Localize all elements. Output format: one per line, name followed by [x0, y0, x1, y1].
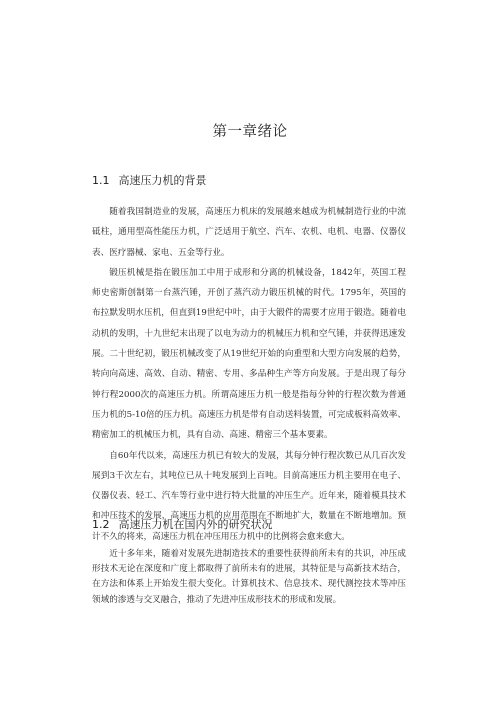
paragraph: 近十多年来，随着对发展先进制造技术的重要性获得前所未有的共识，冲压成形技术无论在深度和广度上都取得了前所未有的进展，其特征是与高新技术结合，在方法和体系上开始发生很大变化。计算机技术、信息技术、现代测控技术等冲压领域的渗透与交叉融合，推动了先进冲压成形技术的形成和发展。: [92, 549, 406, 605]
paragraph: 自60年代以来，高速压力机已有较大的发展，其每分钟行程次数已从几百次发展到3千次左右，其吨位已从十吨发展到上百吨。目前高速压力机主要用在电子、仪器仪表、轻工、汽车等行业中进行特大批量的冲压生产。近年来，随着模具技术和冲压技术的发展，高速压力机的应用范围在不断地扩大，数量在不断地增加。预计不久的将来，高速压力机在冲压用压力机中的比例将会愈来愈大。: [92, 450, 406, 542]
section-heading-1-2: [92, 516, 273, 532]
section-number: 1.1: [92, 174, 110, 187]
section-title: 高速压力机在国内外的研究状况: [118, 518, 273, 531]
section-heading-1-1: [92, 172, 207, 188]
section-number: 1.2: [92, 518, 110, 531]
paragraph: 随着我国制造业的发展，高速压力机床的发展越来越成为机械制造行业的中流砥柱，通用型高性能压力机，广泛适用于航空、汽车、农机、电机、电器、仪器仪表、医疗器械、家电、五金等行业。: [92, 207, 406, 258]
section-title: 高速压力机的背景: [118, 174, 207, 187]
section-body-1-2: [92, 547, 406, 608]
section-body-1-1: [92, 202, 406, 547]
paragraph: 锻压机械是指在锻压加工中用于成形和分离的机械设备，1842年，英国工程师史密斯创制第一台蒸汽锤，开创了蒸汽动力锻压机械的时代。1795年，英国的布拉默发明水压机，但直到19世纪中叶，由于大锻件的需要才应用于锻造。随着电动机的发明，十九世纪末出现了以电为动力的机械压力机和空气锤，并获得迅速发展。二十世纪初，锻压机械改变了从19世纪开始的向重型和大型方向发展的趋势，转向向高速、高效、自动、精密、专用、多品种生产等方向发展。于是出现了每分钟行程2000次的高速压力机。所谓高速压力机一般是指每分钟的行程次数为普通压力机的5-10倍的压力机。高速压力机是带有自动送料装置，可完成板料高效率、精密加工的机械压力机，具有自动、高速、精密三个基本要素。: [92, 267, 406, 441]
chapter-title: 第一章绪论: [212, 124, 288, 140]
